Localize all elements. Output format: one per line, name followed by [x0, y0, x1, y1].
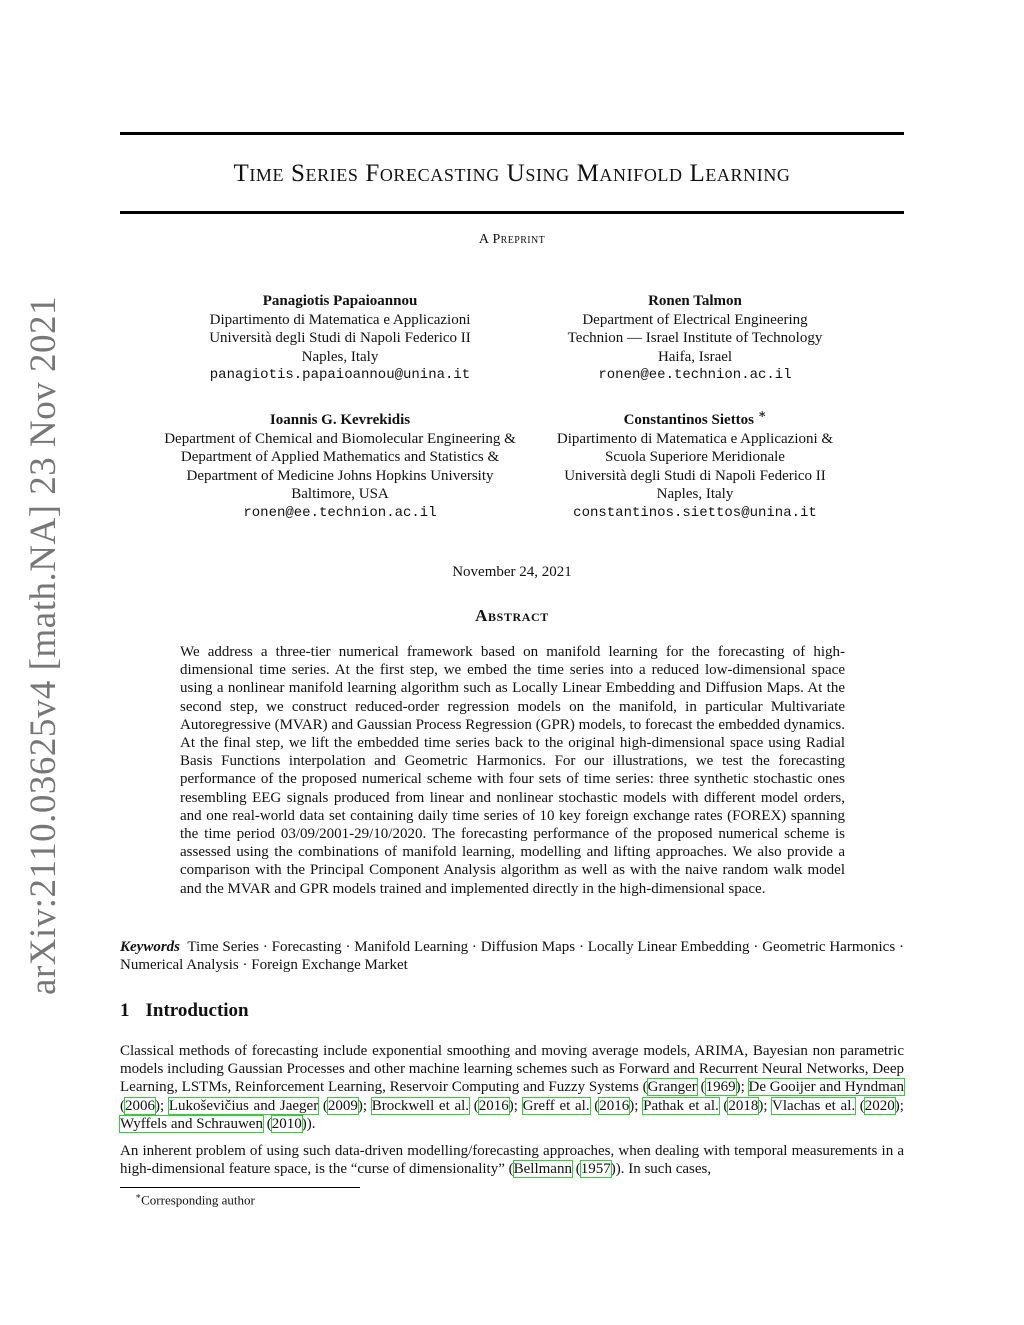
author-affiliation-line: Department of Applied Mathematics and Statistics & [180, 449, 500, 465]
author-affiliation-line: Department of Medicine Johns Hopkins University [186, 467, 494, 484]
section-number: 1 [120, 1000, 130, 1021]
keywords [120, 938, 904, 974]
section-heading-introduction [120, 1000, 249, 1022]
citation-year-link[interactable]: 1969 [705, 1079, 736, 1096]
citation-year-link[interactable]: 2006 [125, 1097, 155, 1114]
author-affiliation-line: Scuola Superiore Meridionale [605, 449, 785, 465]
keywords-list: Time Series · Forecasting · Manifold Learning · Diffusion Maps · Locally Linear Embedding · Geometric Harmonics · Numerical Analysis · Foreign Exchange Market [120, 939, 904, 974]
citation-link[interactable]: Lukoševičius and Jaeger [168, 1097, 319, 1114]
author-email[interactable]: ronen@ee.technion.ac.il [243, 504, 437, 521]
author-affiliation-line: Dipartimento di Matematica e Applicazioni [209, 311, 471, 328]
author-email[interactable]: panagiotis.papaioannou@unina.it [209, 367, 471, 383]
citation-link[interactable]: Pathak et al. [643, 1097, 719, 1114]
author-affiliation-line: Baltimore, USA [291, 486, 389, 502]
author-email[interactable]: ronen@ee.technion.ac.il [598, 367, 792, 383]
arxiv-identifier: arXiv:2110.03625v4 [math.NA] 23 Nov 2021 [22, 295, 64, 995]
author-affiliation-line: Naples, Italy [656, 486, 734, 502]
author-block-talmon [495, 286, 895, 385]
intro-paragraph-1: Classical methods of forecasting include exponential smoothing and moving average models, ARIMA, Bayesian non parametric models including Gaussian Processes and other machine learning schemes such as Forward and Recurrent Neural Networks, Deep Learning, LSTMs, Reinforcement Learning, Reservoir Computing and Fuzzy Systems (Granger (1969); De Gooijer and Hyndman (2006); Lukoševičius and Jaeger (2009); Brockwell et al. (2016); Greff et al. (2016); Pathak et al. (2018); Vlachas et al. (2020); Wyffels and Schrauwen (2010)). [120, 1043, 904, 1132]
footnote-rule [120, 1187, 360, 1188]
author-name: Ronen Talmon [648, 293, 742, 309]
citation-link[interactable]: De Gooijer and Hyndman [748, 1079, 904, 1096]
abstract-body: We address a three-tier numerical framework based on manifold learning for the forecasting of high-dimensional time series. At the first step, we embed the time series into a reduced low-dimensional space using a nonlinear manifold learning algorithm such as Locally Linear Embedding and Diffusion Maps. At the second step, we construct reduced-order regression models on the manifold, in particular Multivariate Autoregressive (MVAR) and Gaussian Process Regression (GPR) models, to forecast the embedded dynamics. At the final step, we lift the embedded time series back to the original high-dimensional space using Radial Basis Functions interpolation and Geometric Harmonics. For our illustrations, we test the forecasting performance of the proposed numerical scheme with four sets of time series: three synthetic stochastic ones resembling EEG signals produced from linear and nonlinear stochastic models with different model orders, and one real-world data set containing daily time series of 10 key foreign exchange rates (FOREX) spanning the time period 03/09/2001-29/10/2020. The forecasting performance of the proposed numerical scheme is assessed using the combinations of manifold learning, modelling and lifting approaches. We also provide a comparison with the Principal Component Analysis algorithm as well as with the naive random walk model and the MVAR and GPR models trained and implemented directly in the high-dimensional space. [180, 644, 845, 897]
citation-year-link[interactable]: 2020 [864, 1097, 895, 1114]
author-name: Panagiotis Papaioannou [262, 293, 418, 309]
author-name: Ioannis G. Kevrekidis [269, 412, 411, 428]
corresponding-author-marker[interactable]: ∗ [757, 407, 767, 421]
author-affiliation-line: Naples, Italy [301, 348, 379, 365]
citation-link[interactable]: Wyffels and Schrauwen [120, 1115, 263, 1132]
paper-title: Time Series Forecasting Using Manifold Learning [233, 160, 791, 187]
author-block-papaioannou [140, 286, 540, 385]
author-email[interactable]: constantinos.siettos@unina.it [573, 504, 817, 521]
author-affiliation-line: Università degli Studi di Napoli Federico II [564, 467, 826, 484]
author-name: Constantinos Siettos ∗ [623, 407, 767, 428]
author-affiliation-line: Department of Electrical Engineering [582, 311, 808, 328]
citation-link[interactable]: Vlachas et al. [772, 1097, 856, 1114]
keywords-label: Keywords [120, 939, 180, 955]
citation-year-link[interactable]: 2016 [478, 1097, 509, 1114]
author-affiliation-line: Haifa, Israel [657, 348, 733, 365]
citation-year-link[interactable]: 2009 [327, 1097, 358, 1114]
title-bottom-rule [120, 211, 904, 214]
author-block-siettos [495, 405, 895, 522]
author-affiliation-line: Technion — Israel Institute of Technology [567, 330, 823, 346]
section-title: Introduction [145, 1000, 249, 1021]
citation-link[interactable]: Greff et al. [522, 1097, 590, 1114]
title-top-rule [120, 132, 904, 135]
citation-year-link[interactable]: 1957 [580, 1161, 611, 1178]
author-affiliation-line: Department of Chemical and Biomolecular Engineering & [164, 430, 516, 447]
citation-year-link[interactable]: 2016 [599, 1097, 630, 1114]
author-affiliation-line: Dipartimento di Matematica e Applicazioni & [556, 430, 834, 447]
author-block-kevrekidis [140, 405, 540, 522]
publication-date: November 24, 2021 [452, 564, 572, 580]
citation-year-link[interactable]: 2010 [271, 1115, 302, 1132]
citation-link[interactable]: Brockwell et al. [371, 1097, 470, 1114]
citation-link[interactable]: Granger [647, 1079, 697, 1096]
footnote [135, 1191, 255, 1208]
footnote-marker: ∗ [135, 1191, 142, 1201]
intro-paragraph-2: An inherent problem of using such data-driven modelling/forecasting approaches, when dealing with temporal measurements in a high-dimensional feature space, is the “curse of dimensionality” (Bellmann (1957)). In such cases, [120, 1143, 904, 1178]
author-affiliation-line: Università degli Studi di Napoli Federico II [209, 330, 471, 346]
citation-year-link[interactable]: 2018 [728, 1097, 759, 1114]
footnote-text: Corresponding author [141, 1192, 255, 1208]
preprint-label: A Preprint [478, 232, 546, 247]
abstract-heading: Abstract [475, 606, 549, 625]
citation-link[interactable]: Bellmann [513, 1161, 572, 1178]
